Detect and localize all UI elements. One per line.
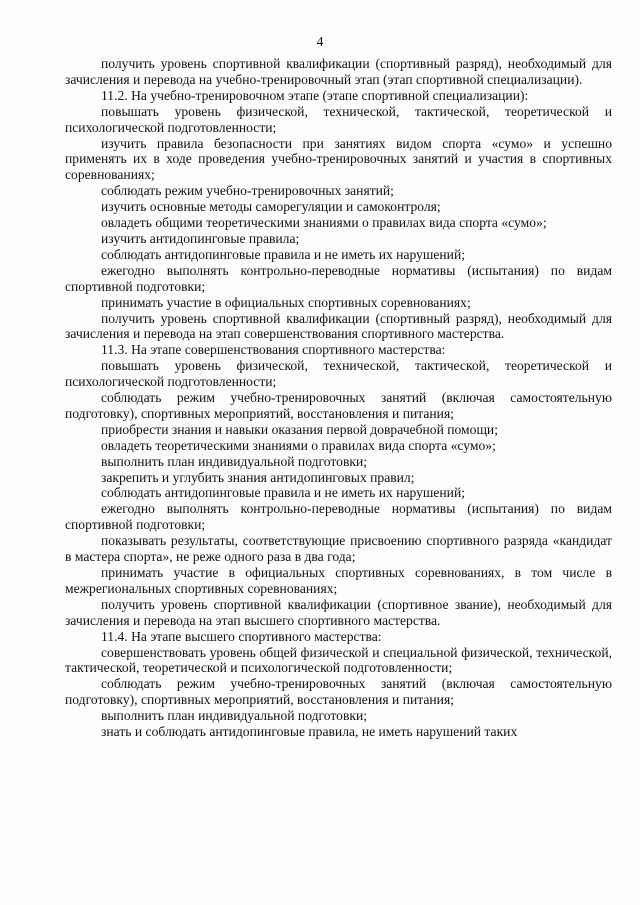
paragraph: принимать участие в официальных спортивных соревнованиях, в том числе в межрегиональных спортивных соревнованиях; bbox=[65, 565, 612, 596]
paragraph: показывать результаты, соответствующие присвоению спортивного разряда «кандидат в мастера спорта», не реже одного раза в два года; bbox=[65, 533, 612, 565]
paragraph: выполнить план индивидуальной подготовки; bbox=[101, 453, 368, 469]
paragraph: повышать уровень физической, технической, тактической, теоретической и психологической подготовленности; bbox=[65, 103, 612, 135]
paragraph: соблюдать режим учебно-тренировочных занятий (включая самостоятельную подготовку), спортивных мероприятий, восстановления и питания; bbox=[65, 390, 612, 421]
paragraph: принимать участие в официальных спортивных соревнованиях; bbox=[101, 294, 471, 310]
paragraph: закрепить и углубить знания антидопинговых правил; bbox=[101, 469, 415, 485]
paragraph: соблюдать режим учебно-тренировочных занятий (включая самостоятельную подготовку), спортивных мероприятий, восстановления и питания; bbox=[65, 676, 612, 708]
paragraph: овладеть теоретическими знаниями о правилах вида спорта «сумо»; bbox=[101, 437, 496, 453]
page-number: 4 bbox=[316, 34, 324, 49]
paragraph: изучить основные методы саморегуляции и самоконтроля; bbox=[101, 199, 441, 215]
paragraph: изучить антидопинговые правила; bbox=[101, 230, 300, 246]
paragraph: повышать уровень физической, технической, тактической, теоретической и психологической подготовленности; bbox=[65, 358, 612, 390]
paragraph: соблюдать антидопинговые правила и не иметь их нарушений; bbox=[101, 485, 466, 501]
paragraph: получить уровень спортивной квалификации (спортивный разряд), необходимый для зачисления и перевода на учебно-тренировочный этап (этап спортивной специализации). bbox=[65, 56, 612, 87]
paragraph: изучить правила безопасности при занятиях видом спорта «сумо» и успешно применять их в ходе проведения учебно-тренировочных занятий и участия в спортивных соревнованиях; bbox=[65, 135, 612, 183]
paragraph: ежегодно выполнять контрольно-переводные нормативы (испытания) по видам спортивной подготовки; bbox=[65, 262, 612, 294]
section-heading-11-4: 11.4. На этапе высшего спортивного мастерства: bbox=[101, 628, 382, 644]
document-body bbox=[65, 56, 612, 740]
section-heading-11-2: 11.2. На учебно-тренировочном этапе (этапе спортивной специализации): bbox=[101, 87, 529, 103]
section-heading-11-3: 11.3. На этапе совершенствования спортивного мастерства: bbox=[101, 342, 446, 358]
paragraph: получить уровень спортивной квалификации (спортивное звание), необходимый для зачисления и перевода на этап высшего спортивного мастерства. bbox=[65, 596, 612, 628]
paragraph: выполнить план индивидуальной подготовки; bbox=[101, 708, 368, 724]
paragraph: соблюдать режим учебно-тренировочных занятий; bbox=[101, 183, 394, 199]
paragraph: знать и соблюдать антидопинговые правила, не иметь нарушений таких bbox=[101, 724, 518, 740]
paragraph: овладеть общими теоретическими знаниями о правилах вида спорта «сумо»; bbox=[101, 215, 547, 231]
paragraph: получить уровень спортивной квалификации (спортивный разряд), необходимый для зачисления и перевода на этап совершенствования спортивного мастерства. bbox=[65, 310, 612, 342]
paragraph: соблюдать антидопинговые правила и не иметь их нарушений; bbox=[101, 246, 466, 262]
paragraph: приобрести знания и навыки оказания первой доврачебной помощи; bbox=[101, 421, 498, 437]
paragraph: ежегодно выполнять контрольно-переводные нормативы (испытания) по видам спортивной подготовки; bbox=[65, 501, 612, 533]
paragraph: совершенствовать уровень общей физической и специальной физической, технической, тактической, теоретической и психологической подготовленности; bbox=[65, 644, 612, 676]
